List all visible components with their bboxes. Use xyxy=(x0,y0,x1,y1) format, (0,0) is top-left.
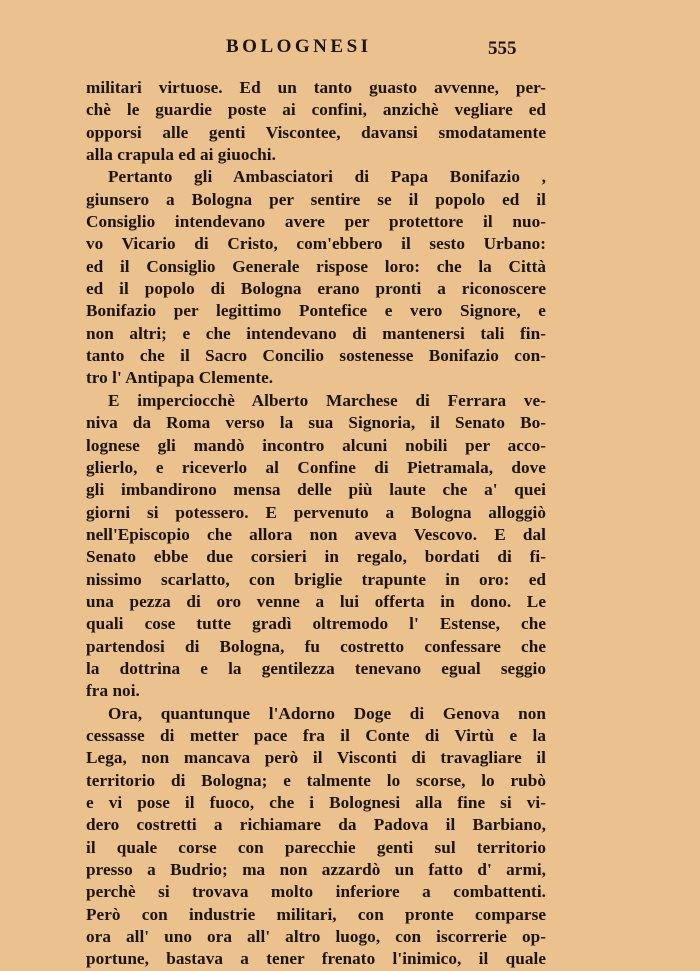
text-line: territorio di Bologna; e talmente lo scorse, lo rubò xyxy=(86,770,546,790)
text-line: niva da Roma verso la sua Signoria, il Senato Bo- xyxy=(86,413,546,433)
text-line: giorni si potessero. E pervenuto a Bologna alloggiò xyxy=(86,502,546,522)
text-line: portune, bastava a tener frenato l'inimico, il quale xyxy=(86,949,546,969)
text-line: lognese gli mandò incontro alcuni nobili per acco- xyxy=(86,435,546,455)
text-line: Lega, non mancava però il Visconti di travagliare il xyxy=(86,748,546,768)
page-number: 555 xyxy=(488,38,517,59)
text-line: tanto che il Sacro Concilio sostenesse Bonifazio con- xyxy=(86,346,546,366)
text-line: Ora, quantunque l'Adorno Doge di Genova non xyxy=(108,703,546,723)
text-line: alla crapula ed ai giuochi. xyxy=(86,145,276,165)
text-line: la dottrina e la gentilezza tenevano egual seggio xyxy=(86,658,546,678)
running-head: BOLOGNESI xyxy=(226,36,372,57)
text-line: il quale corse con parecchie genti sul territorio xyxy=(86,837,546,857)
text-line: cessasse di metter pace fra il Conte di Virtù e la xyxy=(86,725,546,745)
text-line: fra noi. xyxy=(86,681,140,701)
text-line: perchè si trovava molto inferiore a combattenti. xyxy=(86,882,546,902)
text-line: Consiglio intendevano avere per protettore il nuo- xyxy=(86,212,546,232)
page-header xyxy=(0,36,700,66)
text-line: opporsi alle genti Viscontee, davansi smodatamente xyxy=(86,122,546,142)
text-line: ed il popolo di Bologna erano pronti a riconoscere xyxy=(86,279,546,299)
text-line: dero costretti a richiamare da Padova il Barbiano, xyxy=(86,815,546,835)
text-line: partendosi di Bologna, fu costretto confessare che xyxy=(86,636,546,656)
text-line: gli imbandirono mensa delle più laute che a' quei xyxy=(86,480,546,500)
paragraph xyxy=(86,390,546,703)
text-line: giunsero a Bologna per sentire se il popolo ed il xyxy=(86,189,546,209)
text-line: ed il Consiglio Generale rispose loro: che la Città xyxy=(86,256,546,276)
text-line: quali cose tutte gradì oltremodo l' Estense, che xyxy=(86,614,546,634)
text-line: Però con industrie militari, con pronte comparse xyxy=(86,904,546,924)
text-line: una pezza di oro venne a lui offerta in dono. Le xyxy=(86,591,546,611)
paragraph xyxy=(86,703,546,971)
body-text xyxy=(86,77,546,971)
text-line: tro l' Antipapa Clemente. xyxy=(86,368,274,388)
paragraph xyxy=(86,77,546,166)
text-line: Senato ebbe due corsieri in regalo, bordati di fi- xyxy=(86,547,546,567)
text-line: ora all' uno ora all' altro luogo, con iscorrerie op- xyxy=(86,927,546,947)
text-line: Bonifazio per legittimo Pontefice e vero Signore, e xyxy=(86,301,546,321)
text-line: glierlo, e riceverlo al Confine di Pietramala, dove xyxy=(86,457,546,477)
text-line: nissimo scarlatto, con briglie trapunte in oro: ed xyxy=(86,569,546,589)
text-line: E imperciocchè Alberto Marchese di Ferrara ve- xyxy=(108,390,546,410)
text-line: e vi pose il fuoco, che i Bolognesi alla fine si vi- xyxy=(86,793,546,812)
text-line: presso a Budrio; ma non azzardò un fatto d' armi, xyxy=(86,860,546,880)
text-line: Pertanto gli Ambasciatori di Papa Bonifazio , xyxy=(108,167,546,187)
text-line: militari virtuose. Ed un tanto guasto avvenne, per- xyxy=(86,78,546,97)
text-line: non altri; e che intendevano di mantenersi tali fin- xyxy=(86,323,546,343)
text-line: vo Vicario di Cristo, com'ebbero il sesto Urbano: xyxy=(86,234,546,254)
text-line: nell'Episcopio che allora non aveva Vescovo. E dal xyxy=(86,524,546,544)
text-line: chè le guardie poste ai confini, anzichè vegliare ed xyxy=(86,100,546,120)
paragraph xyxy=(86,166,546,389)
